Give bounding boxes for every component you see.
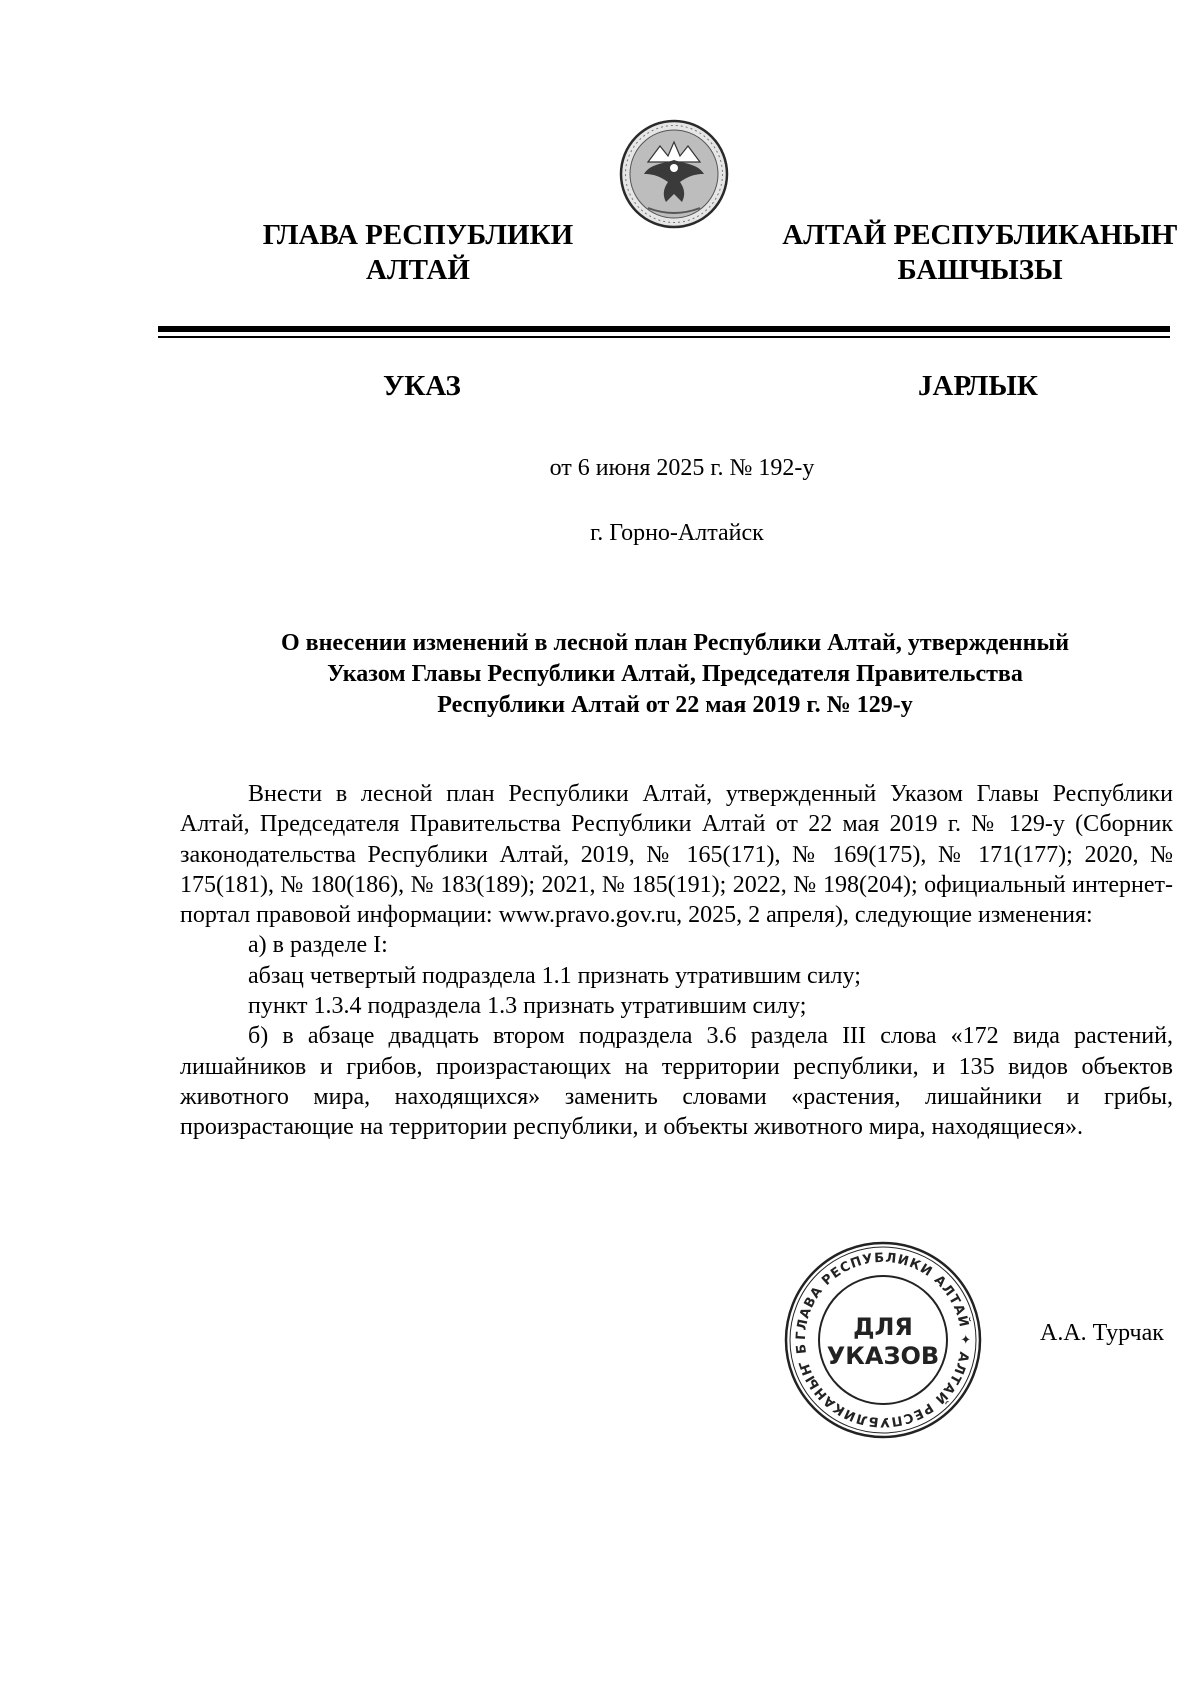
body-paragraph-item-b: б) в абзаце двадцать втором подраздела 3.6 раздела III слова «172 вида растений, лишайников и грибов, произрастающих на территории республики, и 135 видов объектов животного мира, находящихся» заменить словами «растения, лишайники и грибы, произрастающие на территории республики, и объекты животного мира, находящиеся». <box>180 1023 1173 1141</box>
stamp-outer-text: ГЛАВА РЕСПУБЛИКИ АЛТАЙ ✦ АЛТАЙ РЕСПУБЛИКАНЫҤ Б <box>793 1250 973 1430</box>
body-paragraph-a-2: пункт 1.3.4 подраздела 1.3 признать утратившим силу; <box>248 993 807 1020</box>
header-right-line-2: БАШЧЫЗЫ <box>897 254 1063 286</box>
decree-date-number: от 6 июня 2025 г. № 192-у <box>549 455 815 481</box>
header-right <box>780 218 1180 288</box>
signatory-name: А.А. Турчак <box>1040 1320 1164 1346</box>
decree-title-line-3: Республики Алтай от 22 мая 2019 г. № 129-у <box>437 692 913 718</box>
decree-title-line-2: Указом Главы Республики Алтай, Председателя Правительства <box>327 661 1023 687</box>
header-divider-thin <box>158 336 1170 338</box>
coat-of-arms-icon <box>618 118 730 230</box>
doc-type-altai: ЈАРЛЫК <box>918 370 1038 402</box>
official-stamp <box>783 1240 983 1440</box>
header-right-line-1: АЛТАЙ РЕСПУБЛИКАНЫҤ <box>782 219 1178 251</box>
stamp-center-line-2: УКАЗОВ <box>826 1342 940 1370</box>
header-left <box>250 218 586 288</box>
header-left-line-2: АЛТАЙ <box>366 254 470 286</box>
header-divider-thick <box>158 326 1170 332</box>
header-left-line-1: ГЛАВА РЕСПУБЛИКИ <box>262 219 574 251</box>
decree-city: г. Горно-Алтайск <box>590 520 764 546</box>
doc-type-russian: УКАЗ <box>383 370 461 402</box>
decree-body <box>180 779 1173 1143</box>
body-paragraph-intro: Внести в лесной план Республики Алтай, утвержденный Указом Главы Республики Алтай, Председателя Правительства Республики Алтай от 22 мая 2019 г. № 129-у (Сборник законодательства Республики Алтай, 2019, № 165(171), № 169(175), № 171(177); 2020, № 175(181), № 180(186), № 183(189); 2021, № 185(191); 2022, № 198(204); официальный интернет-портал правовой информации: www.pravo.gov.ru, 2025, 2 апреля), следующие изменения: <box>180 781 1173 929</box>
decree-title-line-1: О внесении изменений в лесной план Республики Алтай, утвержденный <box>280 630 1070 656</box>
decree-title <box>210 628 1140 721</box>
body-paragraph-a-1: абзац четвертый подраздела 1.1 признать утратившим силу; <box>248 962 861 989</box>
stamp-center-line-1: ДЛЯ <box>853 1313 913 1341</box>
body-paragraph-item-a: а) в разделе I: <box>248 932 388 959</box>
